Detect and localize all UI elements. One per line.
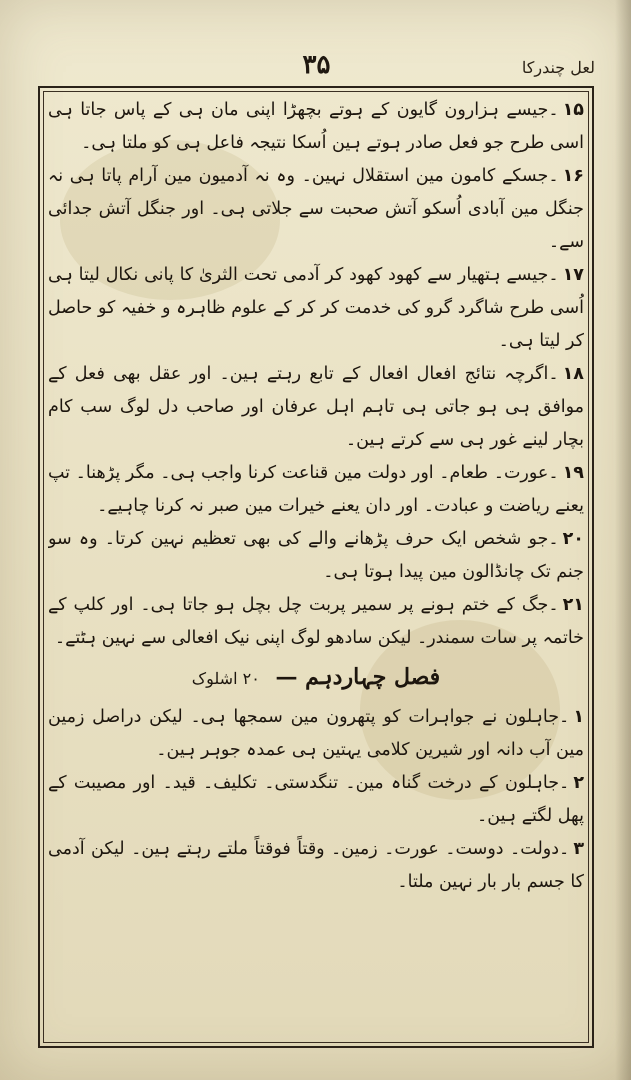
verse-text: عورت۔ طعام۔ اور دولت مین قناعت کرنا واجب ہی۔ مگر پڑھنا۔ تپ یعنے ریاضت و عبادت۔ اور دان یعنے خیرات مین صبر نہ کرنا چاہیے۔: [48, 463, 584, 516]
verse-text: جیسے ہتھیار سے کھود کھود کر آدمی تحت الثریٰ کا پانی نکال لیتا ہی اُسی طرح شاگرد گرو کی خدمت کر کر کے علوم ظاہرہ و خفیہ کو حاصل کر لیتا ہی۔: [48, 265, 584, 351]
verse-paragraph: ۱۸۔اگرچہ نتائج افعال افعال کے تابع رہتے ہین۔ اور عقل بھی فعل کے موافق ہی ہو جاتی ہی تاہم اہل عرفان اور صاحب دل لوگ سب کام بچار لینے غور ہی سے کرتے ہین۔: [48, 364, 584, 450]
verse-number: ۱۶: [562, 166, 584, 186]
section-title: فصل چہاردہم: [305, 664, 441, 690]
verse-text: جسکے کامون مین استقلال نہین۔ وہ نہ آدمیون مین آرام پاتا ہی نہ جنگل مین آبادی اُسکو آتش صحبت سے جلاتی ہی۔ اور جنگل آتش جدائی سے۔: [48, 166, 584, 252]
verse-number: ۱: [573, 707, 584, 727]
verse-text: جاہلون نے جواہرات کو پتھرون مین سمجھا ہی۔ لیکن دراصل زمین مین آب دانہ اور شیرین کلامی یہتین ہی عمدہ جوہر ہین۔: [48, 707, 584, 760]
verse-paragraph: ۲۱۔جگ کے ختم ہونے پر سمیر پربت چل بچل ہو جاتا ہی۔ اور کلپ کے خاتمہ پر سات سمندر۔ لیکن سادھو لوگ اپنی نیک افعالی سے نہین ہٹتے۔: [48, 595, 584, 648]
verse-paragraph: ۱۔جاہلون نے جواہرات کو پتھرون مین سمجھا ہی۔ لیکن دراصل زمین مین آب دانہ اور شیرین کلامی یہتین ہی عمدہ جوہر ہین۔: [48, 707, 584, 760]
verse-text: جاہلون کے درخت گناہ مین۔ تنگدستی۔ تکلیف۔ قید۔ اور مصیبت کے پھل لگتے ہین۔: [48, 773, 584, 826]
page-header: [38, 50, 595, 90]
text-frame: [38, 86, 594, 1048]
verse-text: جو شخص ایک حرف پڑھانے والے کی بھی تعظیم نہین کرتا۔ وہ سو جنم تک چانڈالون مین پیدا ہوتا ہی۔: [48, 529, 584, 582]
verse-number: ۱۵: [562, 100, 584, 120]
verse-number: ۲۰: [562, 529, 584, 549]
running-title: لعل چندرکا: [521, 58, 595, 77]
verse-paragraph: ۲۰۔جو شخص ایک حرف پڑھانے والے کی بھی تعظیم نہین کرتا۔ وہ سو جنم تک چانڈالون مین پیدا ہوتا ہی۔: [48, 529, 584, 582]
verse-paragraph: ۱۷۔جیسے ہتھیار سے کھود کھود کر آدمی تحت الثریٰ کا پانی نکال لیتا ہی اُسی طرح شاگرد گرو کی خدمت کر کر کے علوم ظاہرہ و خفیہ کو حاصل کر لیتا ہی۔: [48, 265, 584, 351]
verse-number: ۲: [573, 773, 584, 793]
verse-text: دولت۔ دوست۔ عورت۔ زمین۔ وقتاً فوقتاً ملتے رہتے ہین۔ لیکن آدمی کا جسم بار بار نہین ملتا۔: [48, 839, 584, 892]
verse-paragraph: ۲۔جاہلون کے درخت گناہ مین۔ تنگدستی۔ تکلیف۔ قید۔ اور مصیبت کے پھل لگتے ہین۔: [48, 773, 584, 826]
section-heading: فصل چہاردہم — ۲۰ اشلوک: [191, 664, 441, 690]
verse-number: ۳: [573, 839, 584, 859]
section-count: ۲۰ اشلوک: [191, 669, 260, 688]
verse-paragraph: ۱۵۔جیسے ہزارون گایون کے ہوتے بچھڑا اپنی مان ہی کے پاس جاتا ہی اسی طرح جو فعل صادر ہوتے ہین اُسکا نتیجہ فاعل ہی کو ملتا ہی۔: [48, 100, 584, 153]
verse-paragraph: ۳۔دولت۔ دوست۔ عورت۔ زمین۔ وقتاً فوقتاً ملتے رہتے ہین۔ لیکن آدمی کا جسم بار بار نہین ملتا۔: [48, 839, 584, 892]
verse-paragraph: ۱۹۔عورت۔ طعام۔ اور دولت مین قناعت کرنا واجب ہی۔ مگر پڑھنا۔ تپ یعنے ریاضت و عبادت۔ اور دان یعنے خیرات مین صبر نہ کرنا چاہیے۔: [48, 463, 584, 516]
page-number: ۳۵: [302, 50, 331, 80]
verse-paragraph: ۱۶۔جسکے کامون مین استقلال نہین۔ وہ نہ آدمیون مین آرام پاتا ہی نہ جنگل مین آبادی اُسکو آتش صحبت سے جلاتی ہی۔ اور جنگل آتش جدائی سے۔: [48, 166, 584, 252]
page-edge-shadow: [615, 0, 631, 1080]
verse-text: جگ کے ختم ہونے پر سمیر پربت چل بچل ہو جاتا ہی۔ اور کلپ کے خاتمہ پر سات سمندر۔ لیکن سادھو لوگ اپنی نیک افعالی سے نہین ہٹتے۔: [48, 595, 584, 648]
body-text: [48, 94, 584, 1040]
verse-number: ۱۹: [562, 463, 584, 483]
verse-number: ۲۱: [562, 595, 584, 615]
verse-number: ۱۸: [562, 364, 584, 384]
verse-text: جیسے ہزارون گایون کے ہوتے بچھڑا اپنی مان ہی کے پاس جاتا ہی اسی طرح جو فعل صادر ہوتے ہین اُسکا نتیجہ فاعل ہی کو ملتا ہی۔: [48, 100, 584, 153]
verse-text: اگرچہ نتائج افعال افعال کے تابع رہتے ہین۔ اور عقل بھی فعل کے موافق ہی ہو جاتی ہی تاہم اہل عرفان اور صاحب دل لوگ سب کام بچار لینے غور ہی سے کرتے ہین۔: [48, 364, 584, 450]
verse-number: ۱۷: [562, 265, 584, 285]
